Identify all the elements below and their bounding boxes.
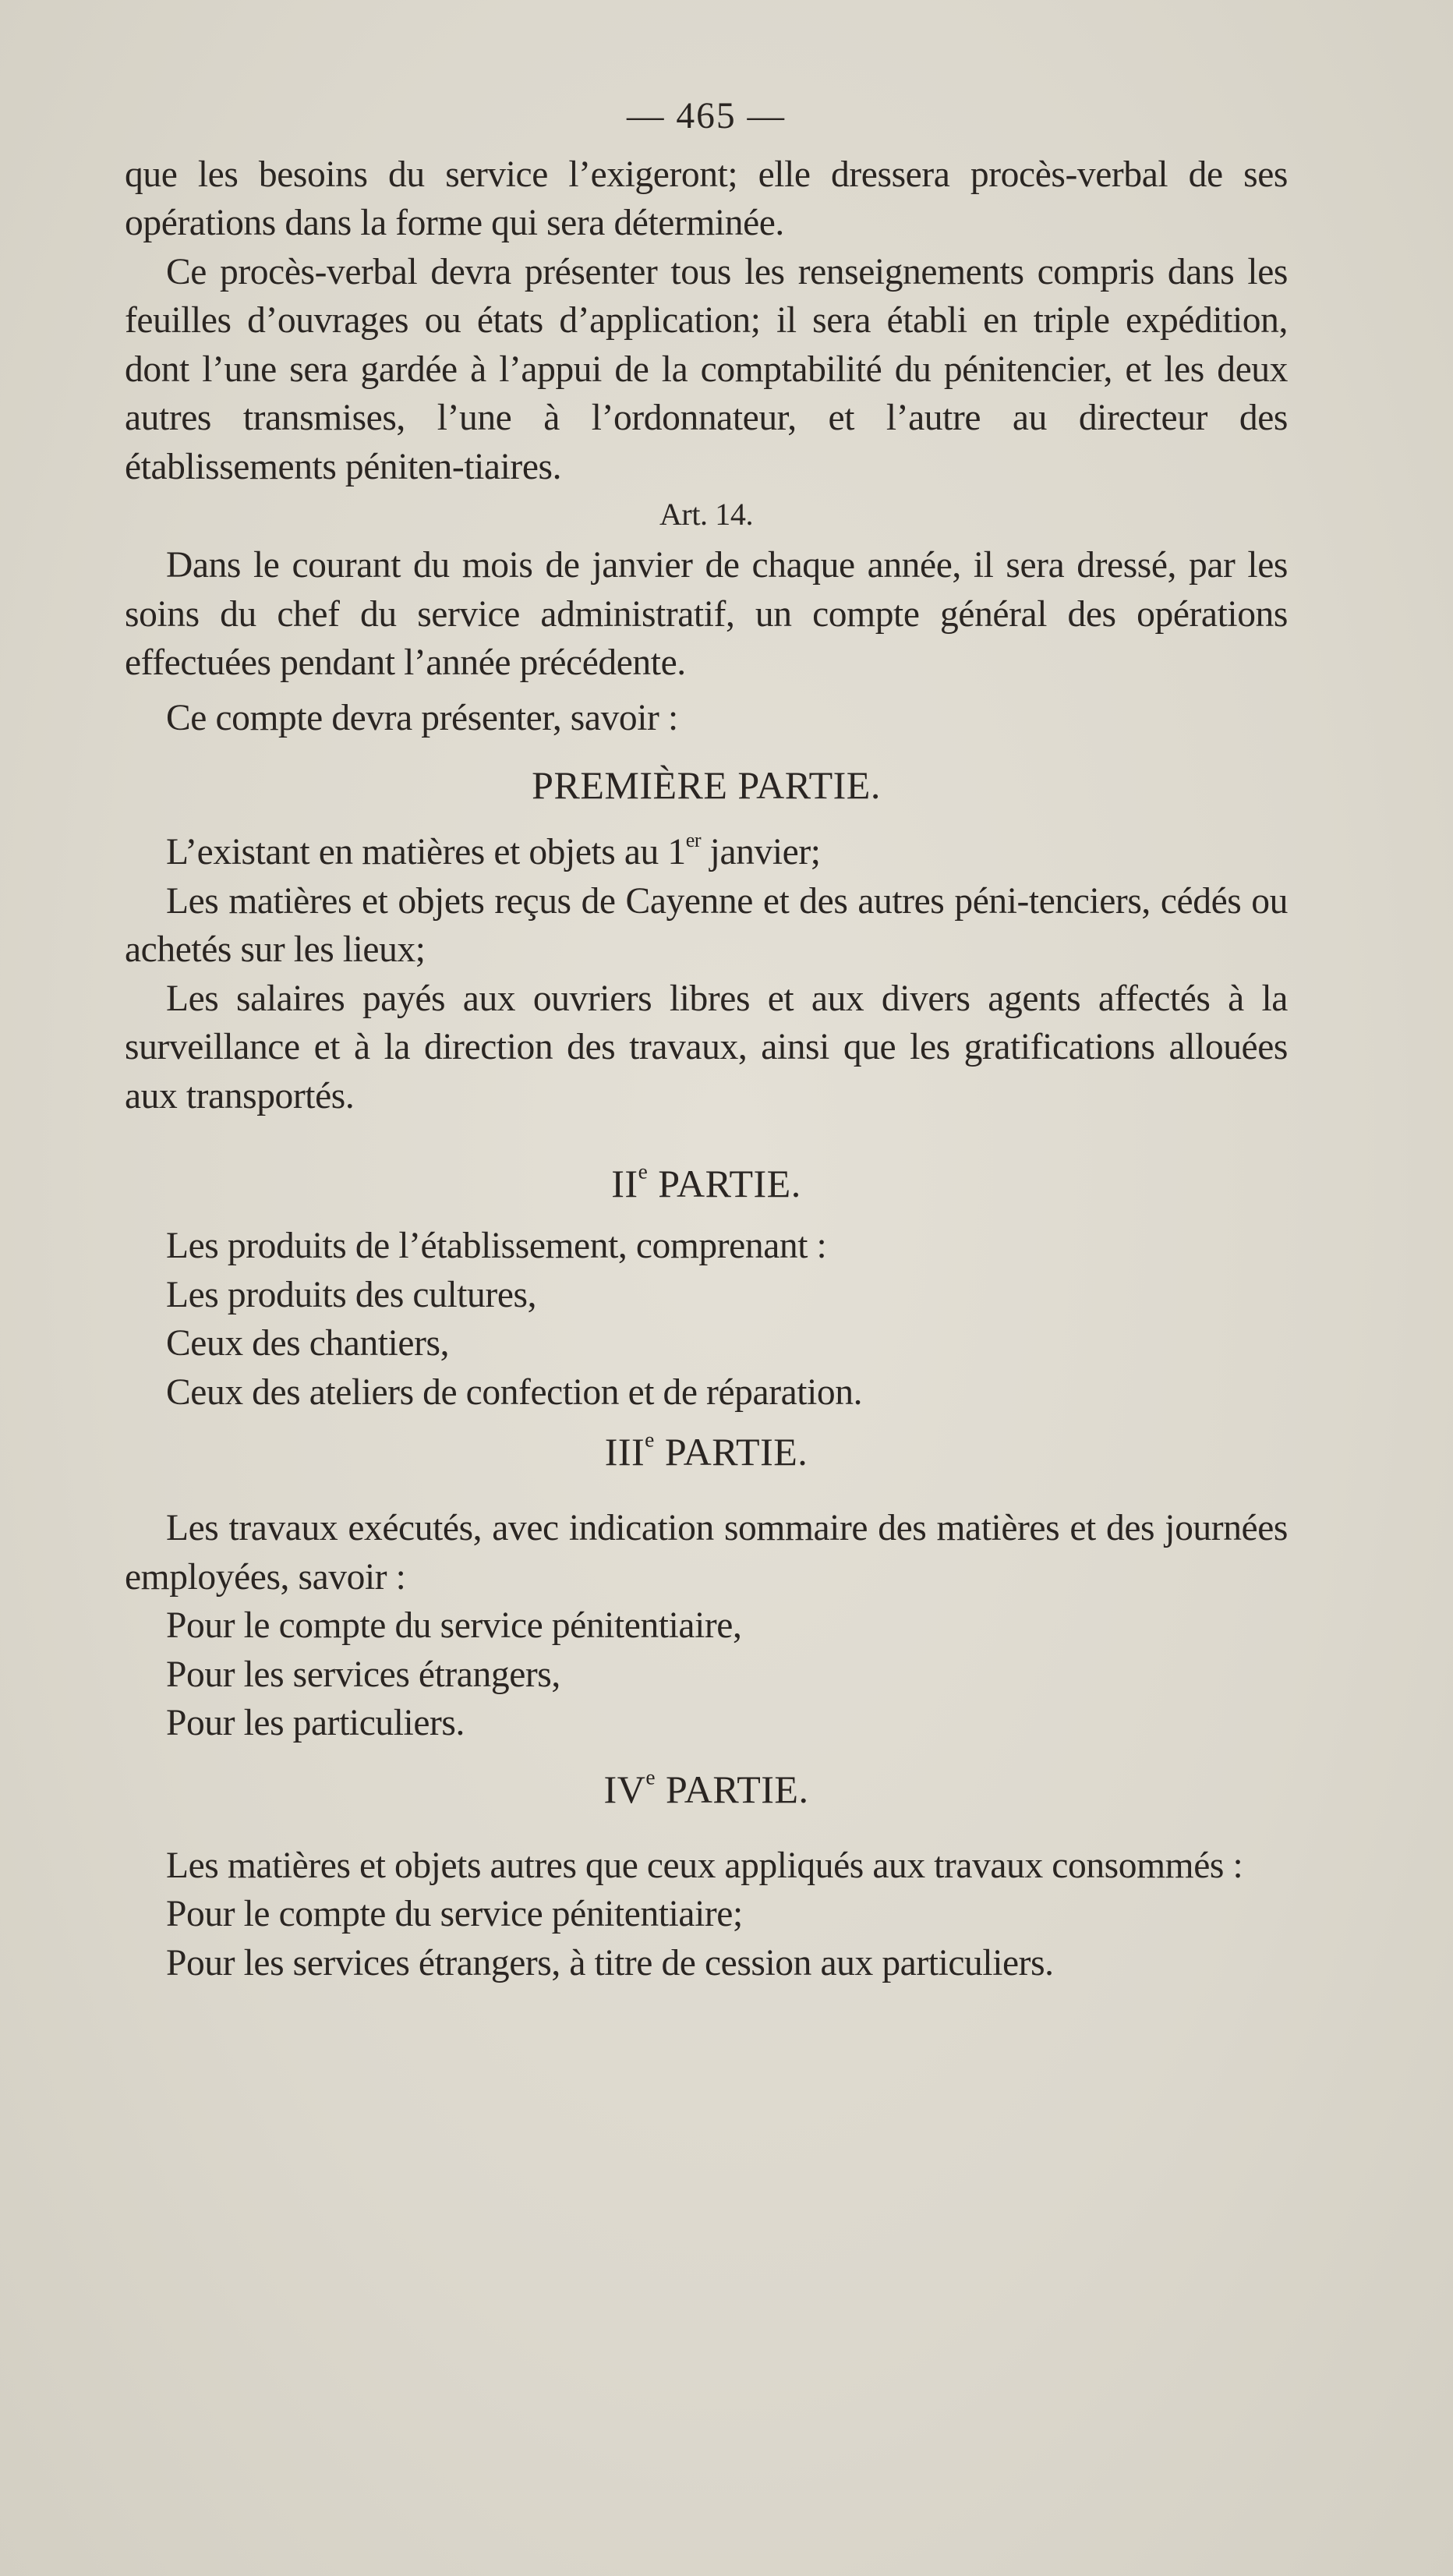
part2-item-chantiers: Ceux des chantiers, bbox=[166, 1323, 450, 1364]
part3-item-particuliers: Pour les particuliers. bbox=[166, 1703, 465, 1743]
paragraph-continuation: que les besoins du service l’exigeront; elle dressera procès-verbal de ses opérations dans la forme qui sera déterminée. bbox=[125, 154, 1288, 243]
paragraph-compte-general: Dans le courant du mois de janvier de chaque année, il sera dressé, par les soins du chef du service administratif, un compte général des opérations effectuées pendant l’année précédente. bbox=[125, 545, 1288, 683]
part2-heading-label: PARTIE. bbox=[648, 1162, 801, 1205]
part3-item-services-etrangers: Pour les services étrangers, bbox=[166, 1654, 560, 1695]
ordinal-superscript: e bbox=[645, 1764, 656, 1789]
part4-item-services-etrangers: Pour les services étrangers, à titre de cession aux particuliers. bbox=[166, 1942, 1054, 1983]
part2-item-ateliers: Ceux des ateliers de confection et de réparation. bbox=[166, 1371, 863, 1413]
part3-item-service-penitentiaire: Pour le compte du service pénitentiaire, bbox=[166, 1605, 742, 1646]
page-number: — 465 — bbox=[627, 96, 786, 136]
part2-item-cultures: Les produits des cultures, bbox=[166, 1274, 537, 1315]
article-heading: Art. 14. bbox=[659, 497, 754, 532]
part1-item-salaires: Les salaires payés aux ouvriers libres et aux divers agents affectés à la surveillance et à la direction des travaux, ainsi que les gratifications allouées aux transportés. bbox=[125, 978, 1288, 1116]
part4-roman-numeral: IV bbox=[603, 1767, 646, 1811]
part3-item-travaux: Les travaux exécutés, avec indication sommaire des matières et des journées employées, savoir : bbox=[125, 1508, 1288, 1598]
part4-item-matieres: Les matières et objets autres que ceux appliqués aux travaux consommés : bbox=[166, 1845, 1243, 1886]
page-text bbox=[125, 92, 1288, 1987]
paragraph-proces-verbal: Ce procès-verbal devra présenter tous les renseignements compris dans les feuilles d’ouvrages ou états d’application; il sera établi en triple expédition, dont l’une sera gardée à l’appui de la comptabilité du pénitencier, et les deux autres transmises, l’une à l’ordonnateur, et l’autre au directeur des établissements péniten-tiaires. bbox=[125, 251, 1288, 487]
paragraph-compte-savoir: Ce compte devra présenter, savoir : bbox=[166, 697, 678, 738]
part3-heading-label: PARTIE. bbox=[654, 1430, 808, 1474]
ordinal-superscript: e bbox=[645, 1427, 655, 1452]
section-heading-part-2 bbox=[125, 1159, 1288, 1208]
part2-item-produits: Les produits de l’établissement, comprenant : bbox=[166, 1226, 827, 1266]
ordinal-superscript: er bbox=[685, 828, 702, 851]
part1-item-existant bbox=[125, 828, 1288, 877]
part1-item-existant-text: L’existant en matières et objets au 1 bbox=[166, 832, 686, 872]
part1-item-matieres-recues: Les matières et objets reçus de Cayenne et des autres péni-tenciers, cédés ou achetés sur les lieux; bbox=[125, 880, 1288, 970]
part3-roman-numeral: III bbox=[604, 1430, 645, 1474]
section-heading-part-4 bbox=[125, 1765, 1288, 1813]
section-heading-part-3 bbox=[125, 1428, 1288, 1476]
part1-item-existant-end: janvier; bbox=[701, 832, 821, 872]
section-heading-premiere-partie: PREMIÈRE PARTIE. bbox=[532, 763, 881, 807]
part4-item-service-penitentiaire: Pour le compte du service pénitentiaire; bbox=[166, 1894, 743, 1934]
ordinal-superscript: e bbox=[638, 1159, 649, 1184]
part4-heading-label: PARTIE. bbox=[656, 1767, 809, 1811]
part2-roman-numeral: II bbox=[611, 1162, 638, 1205]
